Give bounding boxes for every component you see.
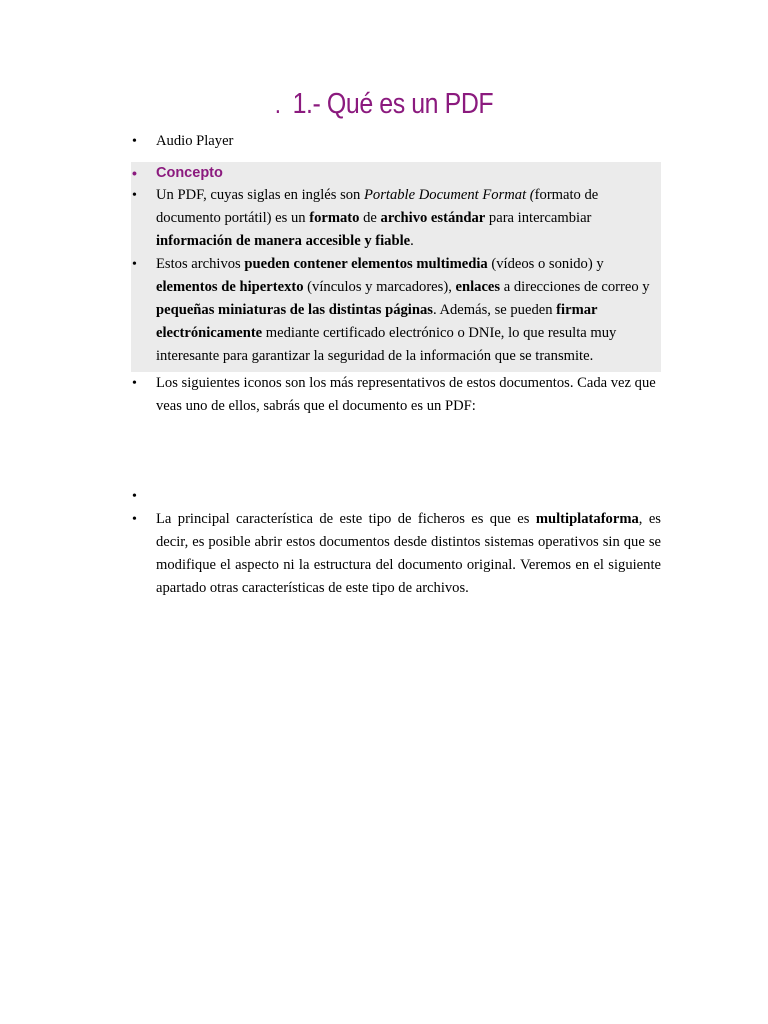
list-item-pdf-definition [131, 184, 661, 253]
audio-player-label[interactable]: Audio Player [156, 133, 234, 149]
text-run-italic: Portable Document Format ( [364, 187, 535, 203]
text-run: formato de documento portátil) es un [156, 187, 599, 226]
text-run-bold: multiplataforma [535, 511, 639, 527]
text-run: (vínculos y marcadores), [303, 279, 456, 295]
list-item-empty [131, 485, 661, 508]
icons-placeholder [131, 418, 661, 485]
list-item-multiplatform [131, 508, 661, 600]
icons-intro-text: Los siguientes iconos son los más representativos de estos documentos. Cada vez que veas uno de ellos, sabrás que el documento es un PDF: [156, 375, 656, 414]
title-bullet: . [274, 89, 281, 119]
text-run: de [359, 210, 381, 226]
text-run-bold: pueden contener elementos multimedia [244, 256, 488, 272]
text-run: Estos archivos [156, 256, 245, 272]
text-run-bold: firmar electrónicamente [156, 302, 598, 341]
concept-section [131, 162, 661, 372]
text-run: . Además, se pueden [432, 302, 557, 318]
text-run-bold: elementos de hipertexto [156, 279, 304, 295]
title-text: 1.- Qué es un PDF [292, 88, 494, 120]
page-title [54, 88, 714, 121]
text-run-bold: información de manera accesible y fiable [156, 233, 411, 249]
list-item-concepto [131, 162, 661, 184]
concepto-heading: Concepto [156, 165, 223, 181]
text-run: a direcciones de correo y [500, 279, 650, 295]
text-run: para intercambiar [485, 210, 592, 226]
text-run: La principal característica de este tipo de ficheros es que es [156, 511, 536, 527]
text-run: . [410, 233, 414, 249]
list-item-pdf-contents [131, 253, 661, 368]
text-run: Un PDF, cuyas siglas en inglés son [156, 187, 365, 203]
text-run-bold: enlaces [455, 279, 501, 295]
text-run: mediante certificado electrónico o DNIe, lo que resulta muy interesante para garantizar la seguridad de la información que se transmite. [156, 325, 617, 364]
list-item-audio-player[interactable] [131, 130, 661, 153]
text-run: (vídeos o sonido) y [487, 256, 604, 272]
text-run-bold: pequeñas miniaturas de las distintas páginas [156, 302, 433, 318]
content-list [131, 130, 661, 600]
list-item-icons-intro [131, 372, 661, 418]
text-run-bold: formato [309, 210, 360, 226]
text-run-bold: archivo estándar [380, 210, 486, 226]
text-run: , es decir, es posible abrir estos documentos desde distintos sistemas operativos sin que se modifique el aspecto ni la estructura del documento original. Veremos en el siguiente apartado otras características de este tipo de archivos. [156, 511, 661, 596]
